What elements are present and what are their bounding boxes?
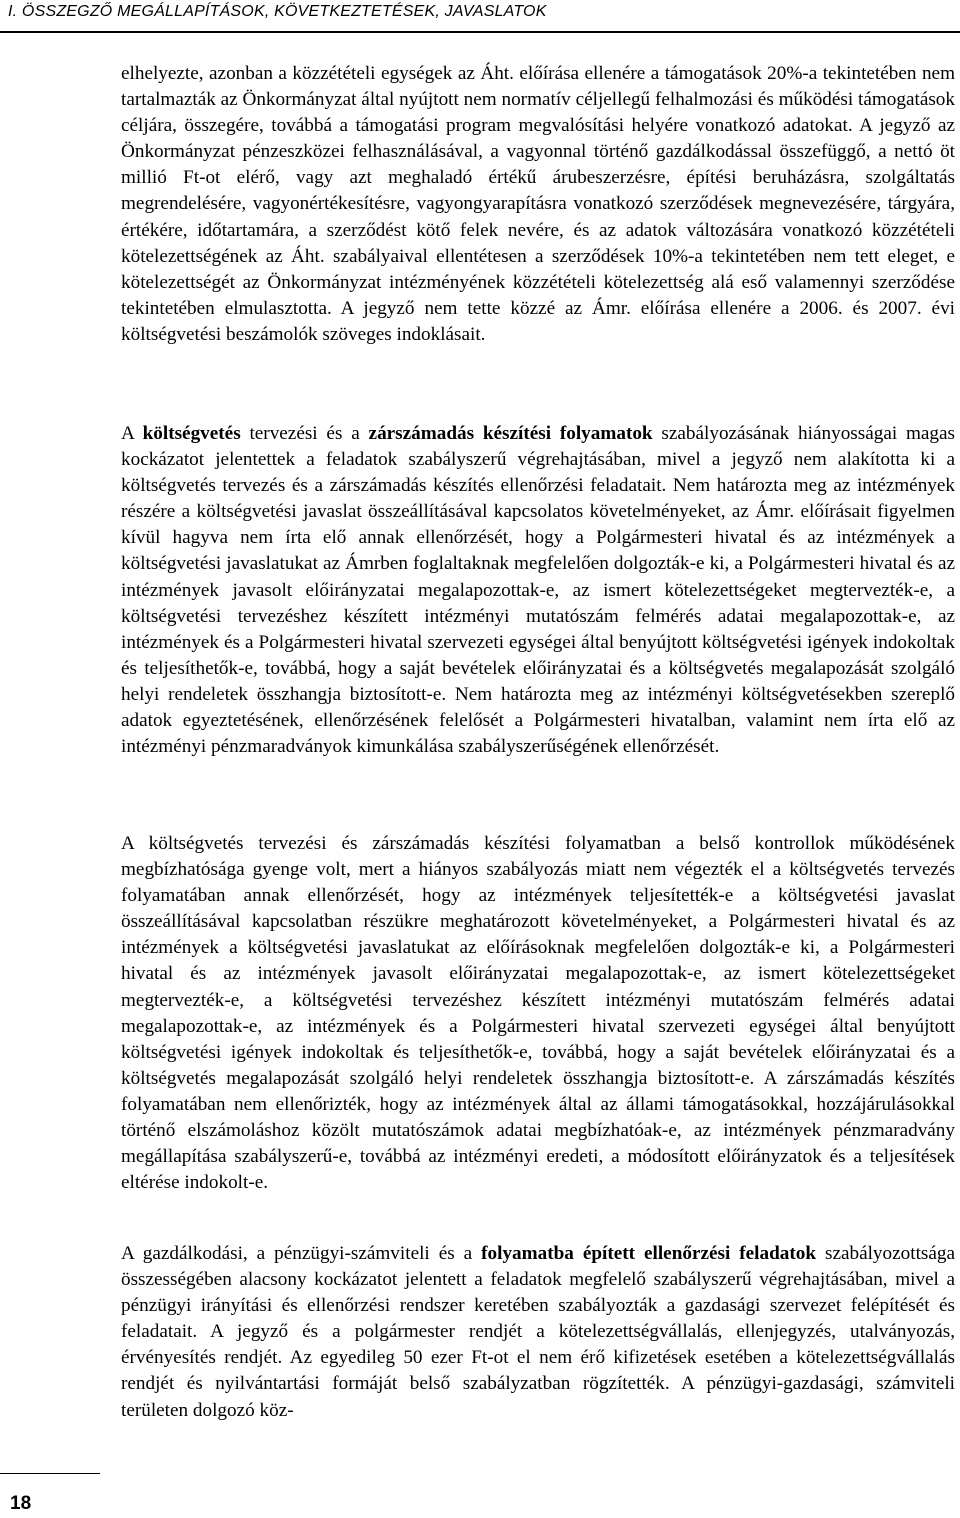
- page-number: 18: [10, 1493, 32, 1514]
- paragraph-4-bold-control: folyamatba épített ellenőrzési feladatok: [481, 1243, 817, 1264]
- paragraph-2-part-b: tervezési és a: [240, 423, 369, 444]
- paragraph-4-part-b: szabályozottsága összességében alacsony kockázatot jelentett a feladatok megfelelő szabályszerű végrehajtásában, mivel a pénzügyi irányítási és ellenőrzési rendszer keretében szabályozták a gazdasági szervezet felépítését és feladatait. A jegyző és a polgármester rendjét a kötelezettségvállalás, ellenjegyzés, utalványozás, érvényesítés rendjét. Az egyedileg 50 ezer Ft-ot el nem érő kifizetések esetében a kötelezettségvállalás rendjét és nyilvántartási formáját belső szabályzatban rögzítették. A pénzügyi-gazdasági, számviteli területen dolgozó köz-: [121, 1243, 955, 1421]
- paragraph-4-text: [121, 1241, 955, 1424]
- running-header: I. ÖSSZEGZŐ MEGÁLLAPÍTÁSOK, KÖVETKEZTETÉSEK, JAVASLATOK: [8, 3, 547, 20]
- paragraph-4: [121, 1241, 955, 1424]
- paragraph-2-text: [121, 421, 955, 760]
- paragraph-3: [121, 831, 955, 1196]
- header-divider: [0, 31, 960, 33]
- paragraph-2-part-a: A: [121, 423, 143, 444]
- paragraph-2-bold-budget: költségvetés: [142, 423, 241, 444]
- paragraph-2: [121, 421, 955, 760]
- paragraph-2-part-c: szabályozásának hiányosságai magas kockázatot jelentettek a feladatok szabályszerű végrehajtásában, mivel a jegyző nem alakította ki a költségvetés tervezés és a zárszámadás készítés ellenőrzési feladatait. Nem határozta meg az intézmények részére a költségvetési javaslat összeállításával kapcsolatos követelményeket, az Ámr. előírásait figyelmen kívül hagyva nem írta elő annak ellenőrzését, hogy a Polgármesteri hivatal és az intézmények a költségvetési javaslatukat az Ámrben foglaltaknak megfelelően dolgozták-e ki, a Polgármesteri hivatal és az intézmények javasolt előirányzatai megalapozottak-e, az ismert kötelezettségeket megtervezték-e, a költségvetési tervezéshez készített intézményi mutatószám felmérés adatai megalapozottak-e, az intézmények és a Polgármesteri hivatal szervezeti egységei által benyújtott költségvetési igények indokoltak és teljesíthetők-e, továbbá, hogy a saját bevételek előirányzatai és a költségvetés megalapozását szolgáló helyi rendeletek összhangja biztosított-e. Nem határozta meg az intézményi költségvetésekben szereplő adatok egyeztetésének, ellenőrzésének felelősét a Polgármesteri hivatalban, valamint nem írta elő az intézményi pénzmaradványok kimunkálása szabályszerűségének ellenőrzését.: [121, 423, 955, 758]
- paragraph-1: [121, 61, 955, 348]
- footer-divider: [0, 1473, 100, 1474]
- paragraph-2-bold-closing: zárszámadás készítési folyamatok: [368, 423, 653, 444]
- paragraph-1-text: elhelyezte, azonban a közzétételi egységek az Áht. előírása ellenére a támogatások 20%-a tekintetében nem tartalmazták az Önkormányzat által nyújtott nem normatív céljellegű felhalmozási és működési támogatások céljára, összegére, továbbá a támogatási program megvalósítási helyére vonatkozó adatokat. A jegyző az Önkormányzat pénzeszközei felhasználásával, a vagyonnal történő gazdálkodással összefüggő, a nettó öt millió Ft-ot elérő, vagy azt meghaladó értékű árubeszerzésre, építési beruházásra, szolgáltatás megrendelésére, vagyonértékesítésre, vagyongyarapításra vonatkozó szerződések megnevezésére, tárgyára, értékére, időtartamára, a szerződést kötő felek nevére, és az adatok változására vonatkozó közzétételi kötelezettségének az Áht. szabályaival ellentétesen a szerződések 10%-a tekintetében nem tett eleget, e kötelezettségét az Önkormányzat intézményének közzétételi kötelezettség alá eső valamennyi szerződése tekintetében elmulasztotta. A jegyző nem tette közzé az Ámr. előírása ellenére a 2006. és 2007. évi költségvetési beszámolók szöveges indoklásait.: [121, 63, 955, 345]
- paragraph-4-part-a: A gazdálkodási, a pénzügyi-számviteli és a: [121, 1243, 482, 1264]
- paragraph-3-text: A költségvetés tervezési és zárszámadás készítési folyamatban a belső kontrollok működésének megbízhatósága gyenge volt, mert a hiányos szabályozás miatt nem végezték el a költségvetés tervezés folyamatában annak ellenőrzését, hogy az intézmények teljesítették-e a költségvetési javaslat összeállításával kapcsolatban részükre meghatározott követelményeket, a Polgármesteri hivatal és az intézmények a költségvetési javaslatukat az előírásoknak megfelelően dolgozták-e ki, a Polgármesteri hivatal és az intézmények javasolt előirányzatai megalapozottak-e, az ismert kötelezettségeket megtervezték-e, a költségvetési tervezéshez készített intézményi mutatószám felmérés adatai megalapozottak-e, az intézmények és a Polgármesteri hivatal szervezeti egységei által benyújtott költségvetési igények indokoltak és teljesíthetők-e, továbbá, hogy a saját bevételek előirányzatai és a költségvetés megalapozását szolgáló helyi rendeletek összhangja biztosított-e. A zárszámadás készítés folyamatában nem ellenőrizték, hogy az intézmények által az állami támogatásokkal, hozzájárulásokkal történő elszámoláshoz közölt mutatószámok adatai megbízhatóak-e, az intézmények pénzmaradvány megállapítása szabályszerű-e, továbbá az intézményi eredeti, a módosított előirányzatok és a teljesítések eltérése indokolt-e.: [121, 833, 955, 1194]
